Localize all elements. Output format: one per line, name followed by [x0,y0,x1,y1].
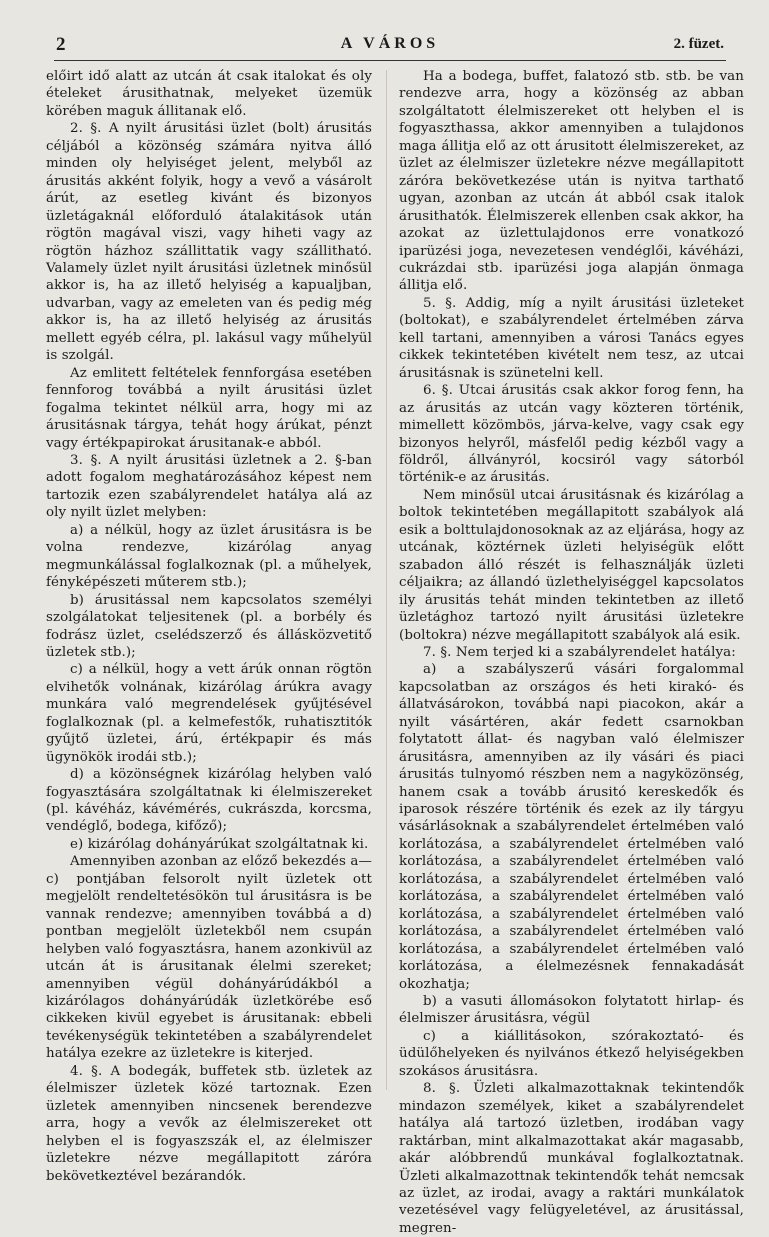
paragraph: b) árusitással nem kapcsolatos személyi szolgálatokat teljesitenek (pl. a borbély és fodrász üzlet, cselédszerző és állásközvetitő üzletek stb.); [46,592,372,660]
paragraph: 5. §. Addig, míg a nyilt árusitási üzleteket (boltokat), e szabályrendelet értelmében zárva kell tartani, amennyiben a városi Tanács egyes cikkek tekintetében kivételt nem tesz, az utcai árusitásnak is szünetelni kell. [399,295,744,381]
paragraph: 2. §. A nyilt árusitási üzlet (bolt) árusitás céljából a közönség számára nyitva álló minden oly helyiséget jelent, melyből az árusitás akként folyik, hogy a vevő a vásárolt árút, az esetleg kivánt és bizonyos üzletágaknál előforduló átalakitások után rögtön magával viszi, vagy hiheti vagy az rögtön házhoz szállittatik vagy szállitható. Valamely üzlet nyilt árusitási üzletnek minősül akkor is, ha az illető helyiség a kapualjban, udvarban, vagy az emeleten van és pedig még akkor is, ha az illető helyiség az árusitás mellett egyéb célra, pl. lakásul vagy műhelyül is szolgál. [46,121,372,364]
issue-number: 2. füzet. [673,36,724,52]
page-header [44,26,736,56]
paragraph: 7. §. Nem terjed ki a szabályrendelet hatálya: [423,644,736,660]
paragraph: a) a szabályszerű vásári forgalommal kapcsolatban az országos és heti kirakó- és állatvásárokon, továbbá napi piacokon, akár a nyilt vásártéren, akár fedett csarnokban folytatott állat- és nagyban való élelmiszer árusitásra, amennyiben az ily vásári és piaci árusitás tulnyomó részben nem a nagyközönség, hanem csak a tovább árusitó kereskedők és iparosok részére történik és ezek az ily tárgyu vásárlásoknak a szabályrendelet értelmében való korlátozása, a szabályrendelet értelmében való korlátozása, a szabályrendelet értelmében való korlátozása, a szabályrendelet értelmében való korlátozása, a szabályrendelet értelmében való korlátozása, a szabályrendelet értelmében való korlátozása, a szabályrendelet értelmében való korlátozása, a szabályrendelet értelmében való korlátozása, a élelmezésnek fennakadását okozhatja; [399,662,744,992]
paragraph: 4. §. A bodegák, buffetek stb. üzletek az élelmiszer üzletek közé tartoznak. Ezen üzletek amennyiben nincsenek berendezve arra, hogy a vevők az élelmiszereket ott helyben el is fogyaszszák el, az élelmiszer üzletekre nézve megállapitott záróra bekövetkeztével bezárandók. [46,1063,372,1184]
publication-title: A VÁROS [340,35,440,52]
paragraph: Ha a bodega, buffet, falatozó stb. stb. be van rendezve arra, hogy a közönség az abban szolgáltatott élelmiszereket ott helyben el is fogyaszthassa, akkor amennyiben a tulajdonos maga állitja elő az ott árusitott élelmiszereket, az üzlet az élelmiszer üzletekre nézve megállapitott záróra bekövetkezése után is nyitva tarthatő ugyan, azonban az utcán át abból csak italok árusithatók. Élelmiszerek ellenben csak akkor, ha azokat az üzlettulajdonos erre vonatkozó iparüzési joga, nevezetesen vendéglői, kávéházi, cukrázdai stb. iparüzési joga alapján önmaga állitja elő. [399,69,744,294]
paragraph: a) a nélkül, hogy az üzlet árusitásra is be volna rendezve, kizárólag anyag megmunkálással foglalkoznak (pl. a műhelyek, fényképészeti műterem stb.); [46,522,372,591]
right-column [399,68,744,1236]
paragraph: 8. §. Üzleti alkalmazottaknak tekintendők mindazon személyek, kiket a szabályrendelet hatálya alá tartozó üzletben, irodában vagy raktárban, mint alkalmazottakat akár magasabb, akár alóbbrendű munkával foglalkoztatnak. Üzleti alkalmazottnak tekintendők tehát nemcsak az üzlet, az irodai, avagy a raktári munkálatok vezetésével vagy felügyeletével, az árusitással, megren- [399,1081,744,1236]
paragraph: e) kizárólag dohányárúkat szolgáltatnak ki. [70,836,369,852]
paragraph: Az emlitett feltételek fennforgása esetében fennforog továbbá a nyilt árusitási üzlet fogalma tekintet nélkül arra, hogy mi az árusitásnak tárgya, tehát hogy árúkat, pénzt vagy értékpapirokat árusitanak-e abból. [46,365,372,451]
paragraph: c) a nélkül, hogy a vett árúk onnan rögtön elvihetők volnának, kizárólag árúkra avagy munkára való megrendelések gyűjtésével foglalkoznak (pl. a kelmefestők, ruhatisztitók gyűjtő üzletei, árú, értékpapir és más ügynökök irodái stb.); [46,662,372,765]
header-rule [54,60,726,61]
paragraph: Amennyiben azonban az előző bekezdés a—c) pontjában felsorolt nyilt üzletek ott megjelölt rendeltetésökön tul árusitásra is be vannak rendezve; amennyiben továbbá a d) pontban megjelölt üzletekből nem csupán helyben való fogyasztásra, hanem azonkivül az utcán át is árusitanak élelmi szereket; amennyiben végül dohányárúdákból a kizárólagos dohányárúdák üzletkörébe eső cikkeken kivül egyebet is árusitanak: ebbeli tevékenységük tekintetében a szabályrendelet hatálya ezekre az üzletekre is kiterjed. [46,854,372,1062]
left-column [46,68,372,1184]
page-number: 2 [56,34,66,55]
paragraph: Nem minősül utcai árusitásnak és kizárólag a boltok tekintetében megállapitott szabályok alá esik a bolttulajdonosoknak az az eljárása, hogy az utcának, köztérnek üzleti helyiségük előtt szabadon álló részét is felhasználják üzleti céljaikra; az állandó üzlethelyiséggel kapcsolatos ily árusitás tehát minden tekintetben az illető üzletághoz tartozó nyilt árusitási üzletekre (boltokra) nézve megállapitott szabályok alá esik. [399,487,744,643]
column-divider [386,70,387,1090]
paragraph: d) a közönségnek kizárólag helyben való fogyasztására szolgáltatnak ki élelmiszereket (pl. kávéház, kávémérés, cukrászda, korcsma, vendéglő, bodega, kifőző); [46,767,372,835]
paragraph: 3. §. A nyilt árusitási üzletnek a 2. §-ban adott fogalom meghatározásához képest nem tartozik ezen szabályrendelet hatálya alá az oly nyilt üzlet melyben: [46,452,372,521]
paragraph: c) a kiállitásokon, szórakoztató- és üdülőhelyeken és nyilvános étkező helyiségekben szokásos árusitásra. [399,1028,744,1079]
paragraph: 6. §. Utcai árusitás csak akkor forog fenn, ha az árusitás az utcán vagy közteren történik, mimellett közömbös, járva-kelve, vagy csak egy bizonyos helyről, másfelől pedig kézből vagy a földről, állványról, kocsiról vagy sátorból történik-e az árusitás. [399,383,744,486]
paragraph: b) a vasuti állomásokon folytatott hirlap- és élelmiszer árusitásra, végül [399,994,744,1027]
paragraph: előirt idő alatt az utcán át csak italokat és oly ételeket árusithatnak, melyeket üzemük körében maguk állitanak elő. [46,69,372,119]
